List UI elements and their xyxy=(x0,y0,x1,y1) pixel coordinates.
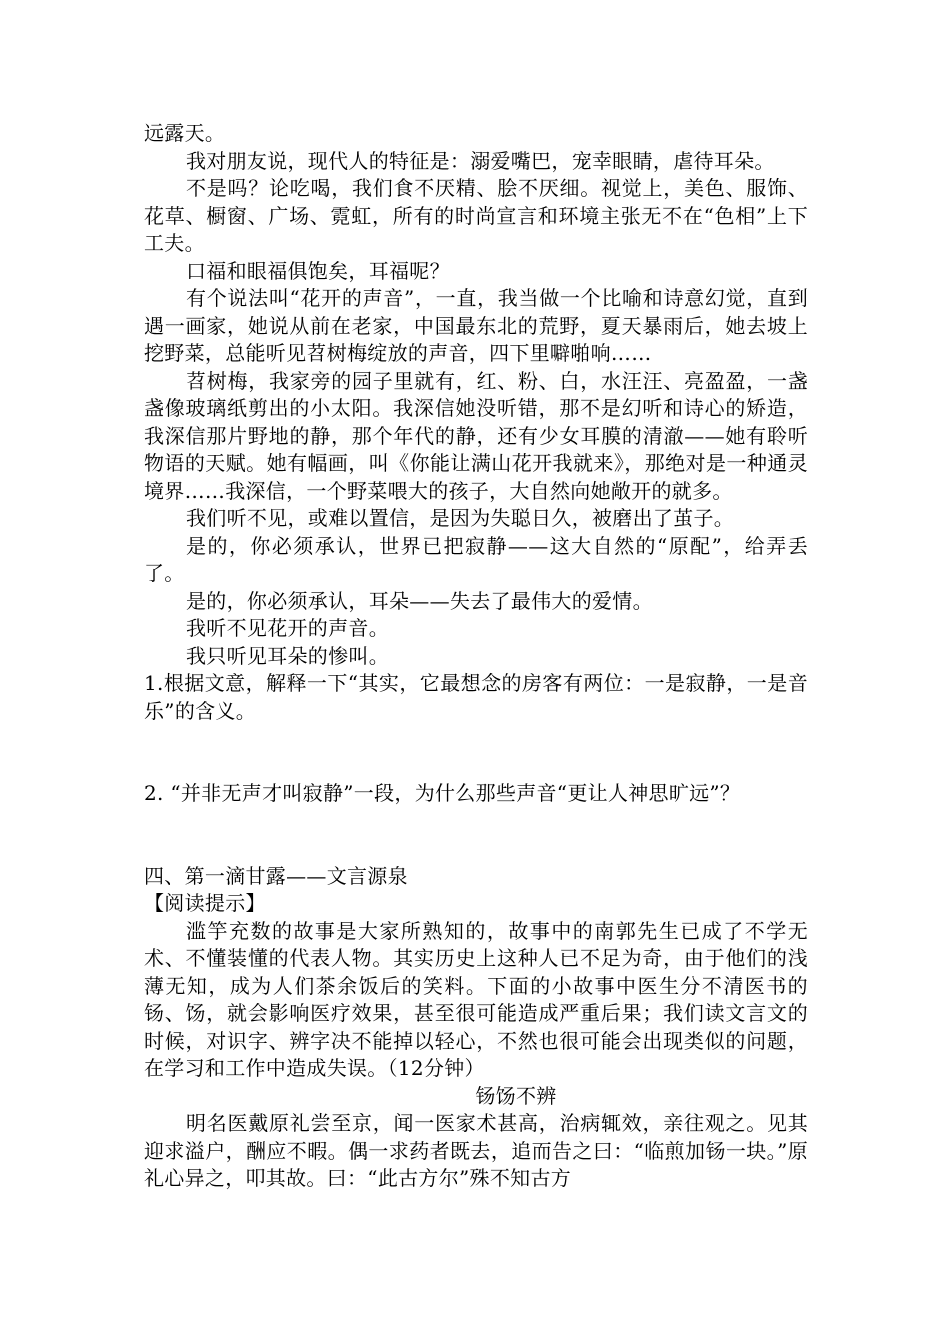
passage-paragraph: 是的，你必须承认，世界已把寂静——这大自然的“原配”，给弄丢了。 xyxy=(144,533,808,585)
reading-tip-text: 滥竽充数的故事是大家所熟知的，故事中的南郭先生已成了不学无术、不懂装懂的代表人物。其实历史上这种人已不足为奇，由于他们的浅薄无知，成为人们茶余饭后的笑料。下面的小故事中医生分不清医书的钖、饧，就会影响医疗效果，甚至很可能造成严重后果；我们读文言文的时候，对识字、辨字决不能掉以轻心，不然也很可能会出现类似的问题，在学习和工作中造成失误。（12分钟） xyxy=(144,918,808,1080)
passage-paragraph: 苕树梅，我家旁的园子里就有，红、粉、白，水汪汪、亮盈盈，一盏盏像玻璃纸剪出的小太阳。我深信她没听错，那不是幻听和诗心的矫造，我深信那片野地的静，那个年代的静，还有少女耳膜的清澈——她有聆听物语的天赋。她有幅画，叫《你能让满山花开我就来》，那绝对是一种通灵境界……我深信，一个野菜喂大的孩子，大自然向她敞开的就多。 xyxy=(144,368,808,503)
document-page xyxy=(144,120,808,1193)
question-1: 1.根据文意，解释一下“其实，它最想念的房客有两位：一是寂静，一是音乐”的含义。 xyxy=(144,671,808,723)
answer-space-2 xyxy=(144,808,808,863)
passage-paragraph: 我们听不见，或难以置信，是因为失聪日久，被磨出了茧子。 xyxy=(186,506,735,530)
section-heading: 四、第一滴甘露——文言源泉 xyxy=(144,863,408,888)
answer-space-1 xyxy=(144,725,808,780)
story-title: 钖饧不辨 xyxy=(475,1083,557,1108)
passage xyxy=(144,120,808,670)
passage-paragraph: 口福和眼福俱饱矣，耳福呢？ xyxy=(186,258,450,283)
passage-paragraph: 我听不见花开的声音。 xyxy=(186,616,389,640)
passage-paragraph: 是的，你必须承认，耳朵——失去了最伟大的爱情。 xyxy=(186,588,653,613)
passage-paragraph: 我对朋友说，现代人的特征是：溺爱嘴巴，宠幸眼睛，虐待耳朵。 xyxy=(186,148,775,173)
passage-paragraph: 远露天。 xyxy=(144,121,226,145)
question-2: 2. “并非无声才叫寂静”一段，为什么那些声音“更让人神思旷远”？ xyxy=(144,781,741,805)
passage-paragraph: 不是吗？论吃喝，我们食不厌精、脍不厌细。视觉上，美色、服饰、花草、橱窗、广场、霓虹，所有的时尚宣言和环境主张无不在“色相”上下工夫。 xyxy=(144,176,808,255)
reading-tip-label: 【阅读提示】 xyxy=(144,891,266,915)
passage-paragraph: 有个说法叫“花开的声音”，一直，我当做一个比喻和诗意幻觉，直到遇一画家，她说从前在老家，中国最东北的荒野，夏天暴雨后，她去坡上挖野菜，总能听见苕树梅绽放的声音，四下里噼啪响…… xyxy=(144,286,808,365)
story-text: 明名医戴原礼尝至京，闻一医家术甚高，治病辄效，亲往观之。见其迎求溢户，酬应不暇。偶一求药者既去，追而告之曰：“临煎加钖一块。”原礼心异之，叩其故。曰：“此古方尔”殊不知古方 xyxy=(144,1111,808,1190)
passage-paragraph: 我只听见耳朵的惨叫。 xyxy=(186,643,389,668)
